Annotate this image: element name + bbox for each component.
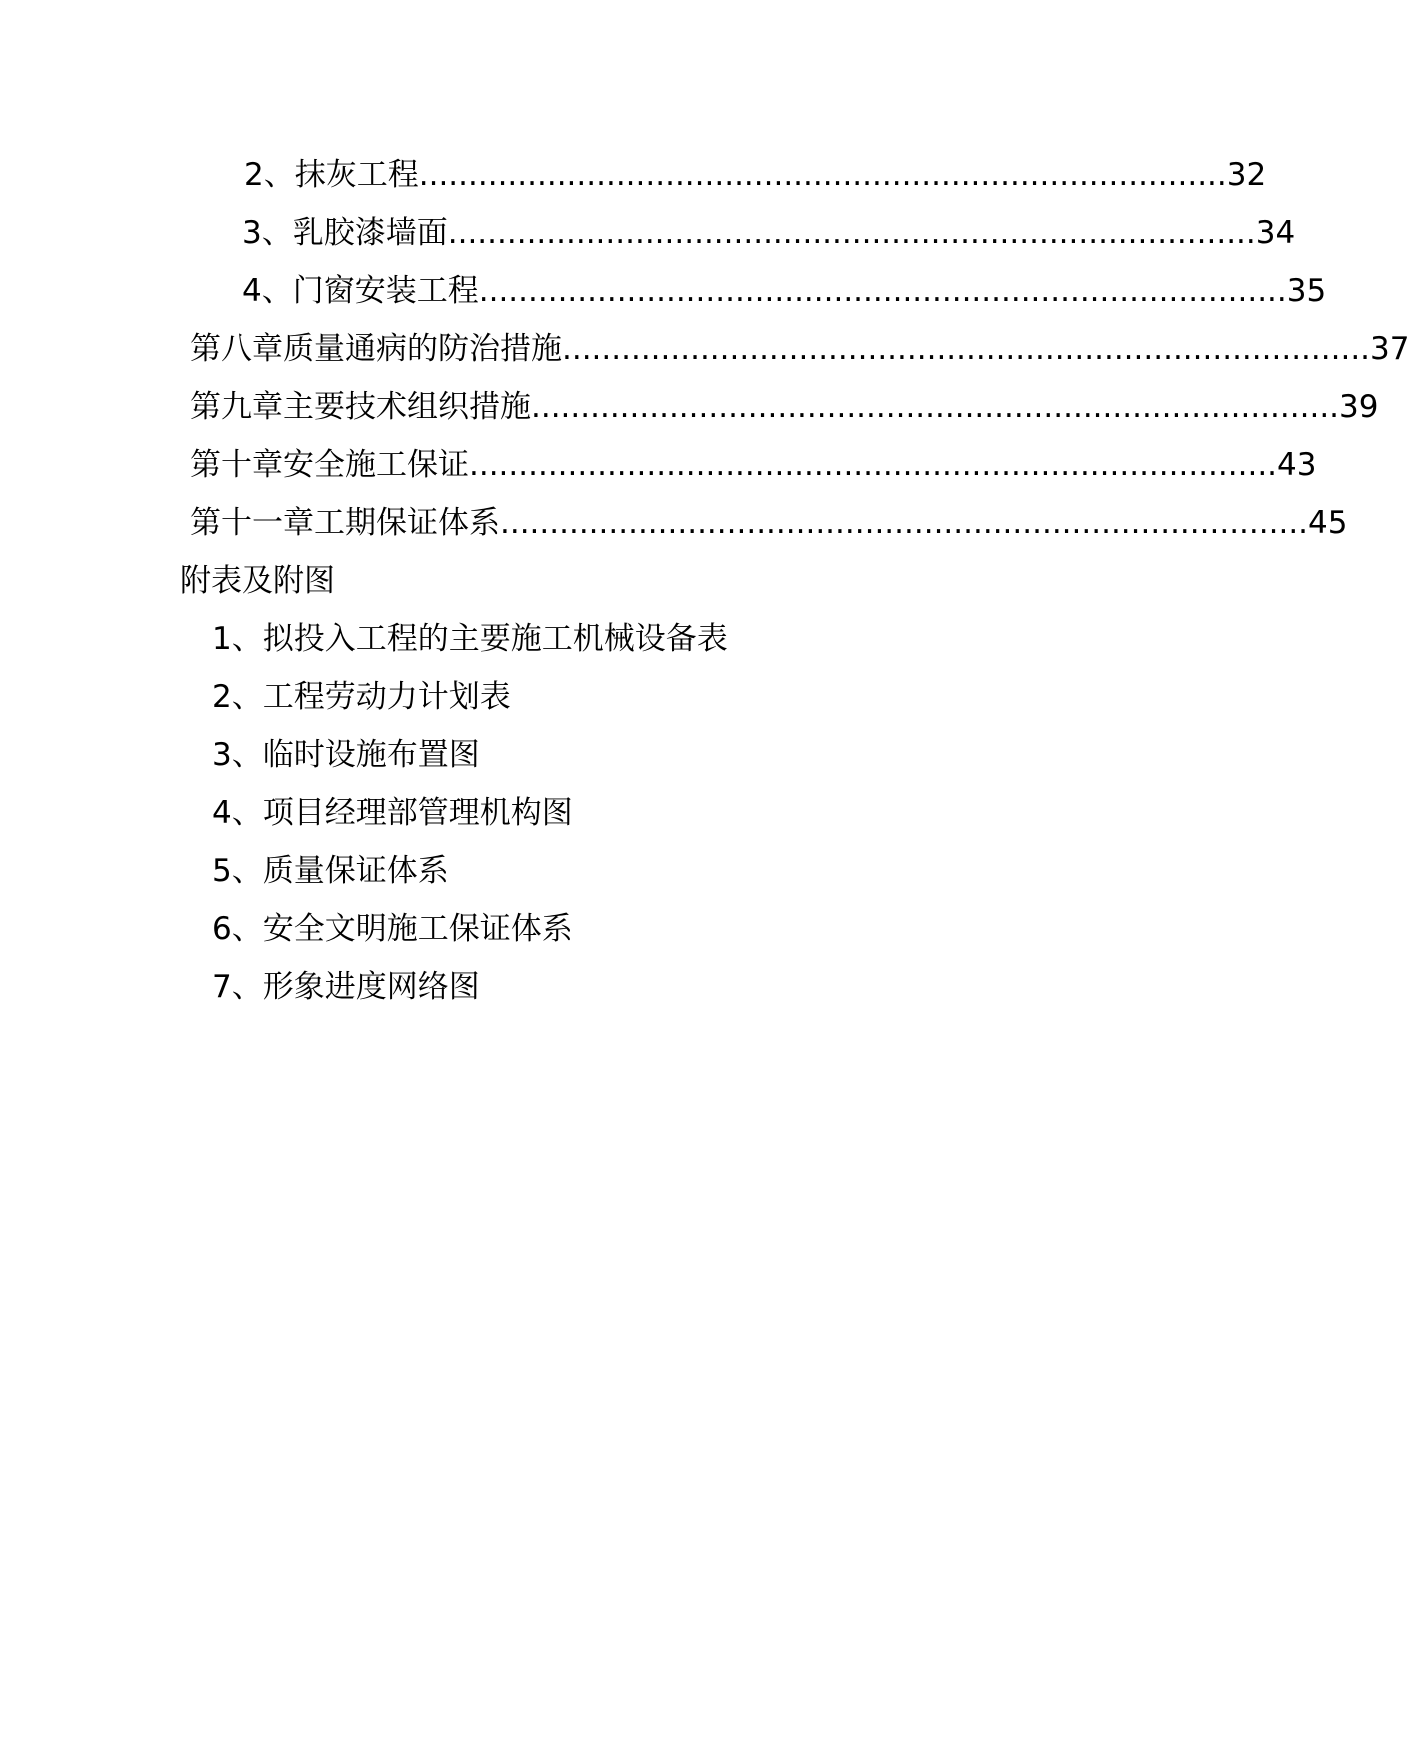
toc-chapter-label: 第十章 bbox=[190, 447, 283, 483]
toc-chapter-title: 安全施工保证 bbox=[283, 447, 469, 483]
toc-leader-dots: .................................................................................. bbox=[469, 447, 1278, 483]
toc-page-number: 37 bbox=[1370, 331, 1409, 367]
toc-chapter-label: 第十一章 bbox=[190, 505, 314, 541]
toc-entry-title: 乳胶漆墙面 bbox=[292, 215, 448, 251]
toc-page-number: 34 bbox=[1255, 215, 1296, 251]
appendix-item[interactable]: 7、形象进度网络图 bbox=[212, 969, 480, 1005]
toc-chapter-label: 第九章 bbox=[190, 389, 283, 425]
toc-entry-doors-windows[interactable] bbox=[242, 266, 1327, 316]
appendix-item[interactable]: 6、安全文明施工保证体系 bbox=[212, 911, 573, 947]
toc-entry-number: 2、 bbox=[244, 157, 295, 193]
toc-entry-title: 门窗安装工程 bbox=[292, 273, 479, 309]
appendix-heading: 附表及附图 bbox=[180, 563, 335, 599]
toc-chapter-9[interactable] bbox=[190, 382, 1379, 432]
toc-page-number: 45 bbox=[1308, 505, 1348, 541]
toc-chapter-title: 主要技术组织措施 bbox=[283, 389, 531, 425]
toc-page-number: 35 bbox=[1286, 273, 1327, 309]
toc-leader-dots: .................................................................................. bbox=[447, 215, 1256, 251]
toc-entry-title: 抹灰工程 bbox=[294, 157, 419, 193]
toc-entry-latex-paint[interactable] bbox=[242, 208, 1296, 258]
toc-entry-number: 4、 bbox=[242, 273, 293, 309]
toc-chapter-11[interactable] bbox=[190, 498, 1348, 548]
appendix-item[interactable]: 2、工程劳动力计划表 bbox=[212, 679, 511, 715]
appendix-item[interactable]: 1、拟投入工程的主要施工机械设备表 bbox=[212, 621, 728, 657]
toc-chapter-title: 工期保证体系 bbox=[314, 505, 500, 541]
toc-chapter-label: 第八章 bbox=[190, 331, 283, 367]
toc-leader-dots: .................................................................................. bbox=[531, 389, 1340, 425]
toc-entry-plastering[interactable] bbox=[244, 150, 1267, 200]
toc-chapter-8[interactable] bbox=[190, 324, 1409, 374]
toc-leader-dots: .................................................................................. bbox=[478, 273, 1287, 309]
toc-chapter-title: 质量通病的防治措施 bbox=[283, 331, 562, 367]
toc-leader-dots: .................................................................................. bbox=[500, 505, 1309, 541]
toc-leader-dots: .................................................................................. bbox=[562, 331, 1371, 367]
toc-page-number: 39 bbox=[1339, 389, 1379, 425]
appendix-item[interactable]: 5、质量保证体系 bbox=[212, 853, 449, 889]
toc-page-number: 43 bbox=[1277, 447, 1317, 483]
toc-entry-number: 3、 bbox=[242, 215, 293, 251]
toc-leader-dots: .................................................................................. bbox=[418, 157, 1227, 193]
appendix-item[interactable]: 4、项目经理部管理机构图 bbox=[212, 795, 573, 831]
toc-chapter-10[interactable] bbox=[190, 440, 1317, 490]
toc-page-number: 32 bbox=[1226, 157, 1267, 193]
appendix-item[interactable]: 3、临时设施布置图 bbox=[212, 737, 480, 773]
